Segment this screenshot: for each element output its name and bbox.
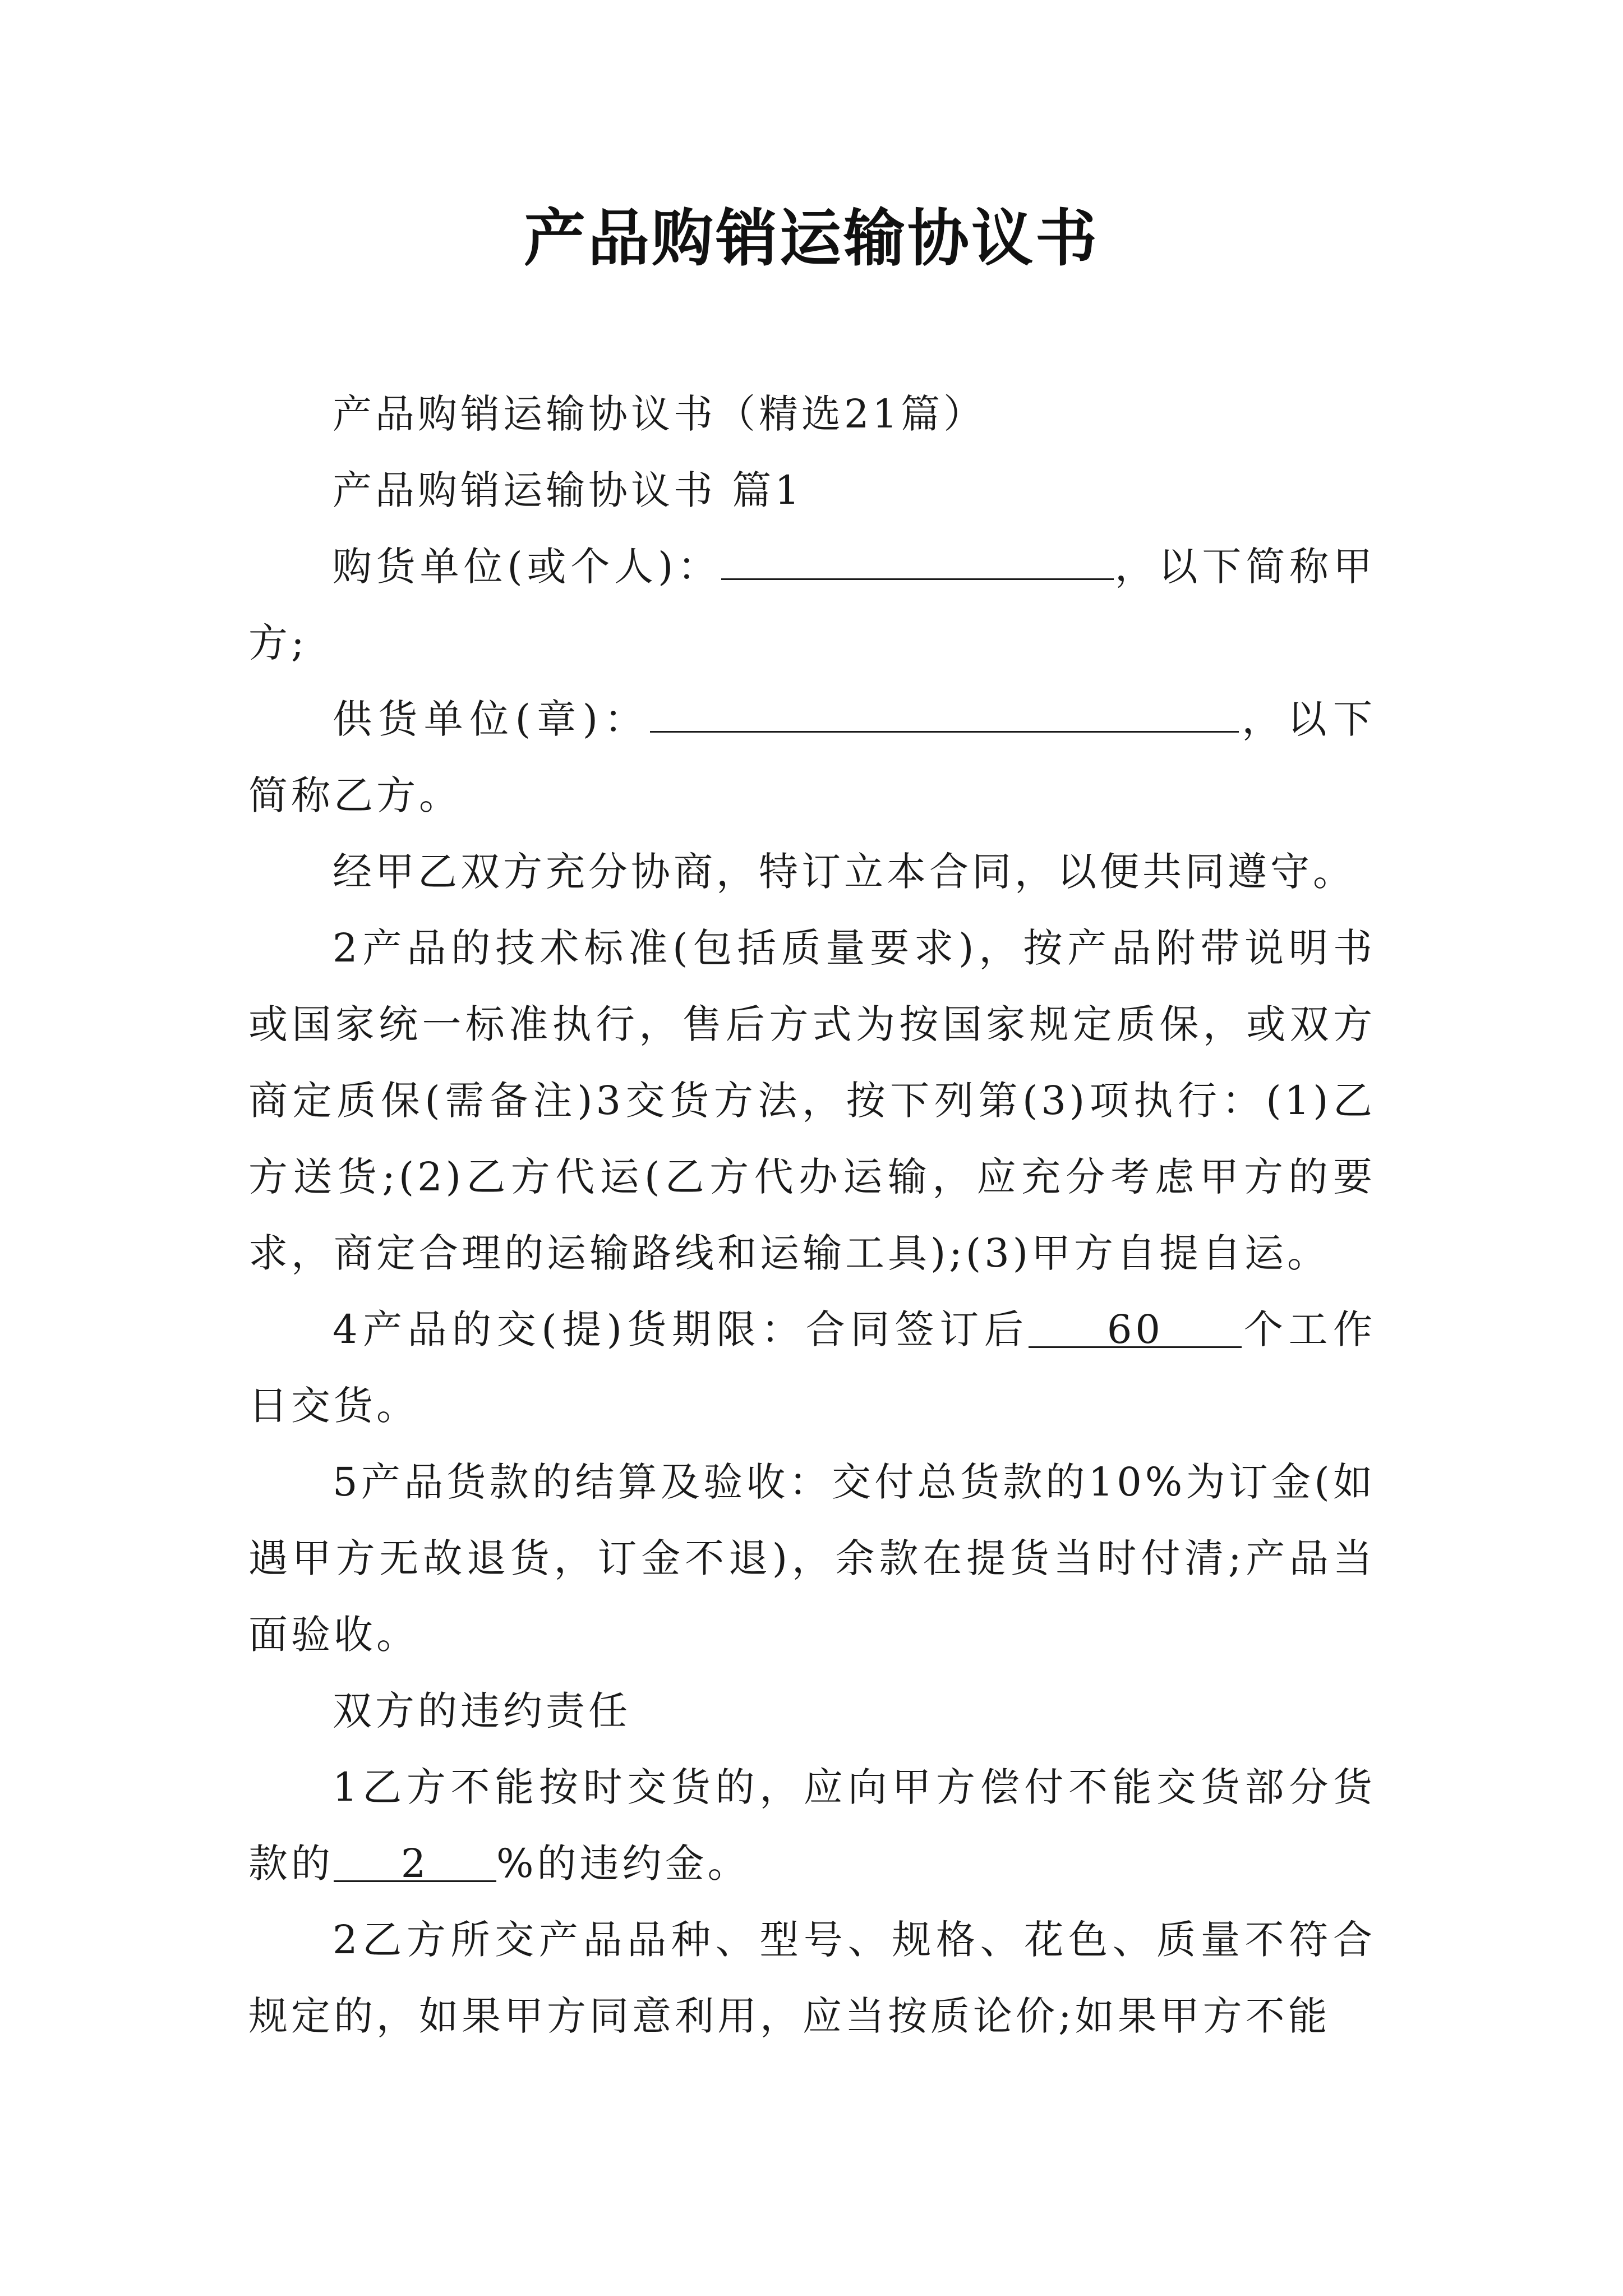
document-title: 产品购销运输协议书 [524,202,1099,274]
penalty-paragraph [248,1749,1376,1902]
agreement-paragraph: 经甲乙双方充分协商，特订立本合同，以便共同遵守。 [333,849,1355,895]
supplier-suffix: ，以下简称乙方。 [248,696,1376,818]
buyer-label: 购货单位(或个人)： [333,544,721,590]
buyer-suffix: ，以下简称甲方; [248,544,1376,666]
document-body [248,376,1376,2054]
penalty-suffix: %的违约金。 [496,1841,750,1887]
penalty-label: 1乙方不能按时交货的，应向甲方偿付不能交货部分货款的 [248,1764,1376,1887]
delivery-paragraph [248,1291,1376,1444]
section-heading: 产品购销运输协议书 篇1 [333,467,803,513]
delivery-label: 4产品的交(提)货期限：合同签订后 [333,1306,1029,1352]
buyer-blank [721,578,1114,580]
penalty-rate-blank: 2 [334,1847,496,1882]
liability-heading: 双方的违约责任 [333,1688,631,1734]
delivery-days-blank: 60 [1029,1313,1242,1348]
supplier-line [248,681,1376,834]
supplier-label: 供货单位(章)： [333,696,650,742]
standard-paragraph: 2产品的技术标准(包括质量要求)，按产品附带说明书或国家统一标准执行，售后方式为按国家规定质保，或双方商定质保(需备注)3交货方法，按下列第(3)项执行：(1)乙方送货;(2)乙方代运(乙方代办运输，应充分考虑甲方的要求，商定合理的运输路线和运输工具);(3)甲方自提自运。 [248,925,1376,1276]
buyer-line [248,528,1376,681]
supplier-blank [650,731,1239,733]
subtitle-line: 产品购销运输协议书（精选21篇） [333,391,986,437]
delivery-suffix: 个工作日交货。 [248,1306,1376,1429]
quality-paragraph: 2乙方所交产品品种、型号、规格、花色、质量不符合规定的，如果甲方同意利用，应当按质论价;如果甲方不能 [248,1917,1376,2039]
payment-paragraph: 5产品货款的结算及验收：交付总货款的10%为订金(如遇甲方无故退货，订金不退)，余款在提货当时付清;产品当面验收。 [248,1459,1376,1658]
